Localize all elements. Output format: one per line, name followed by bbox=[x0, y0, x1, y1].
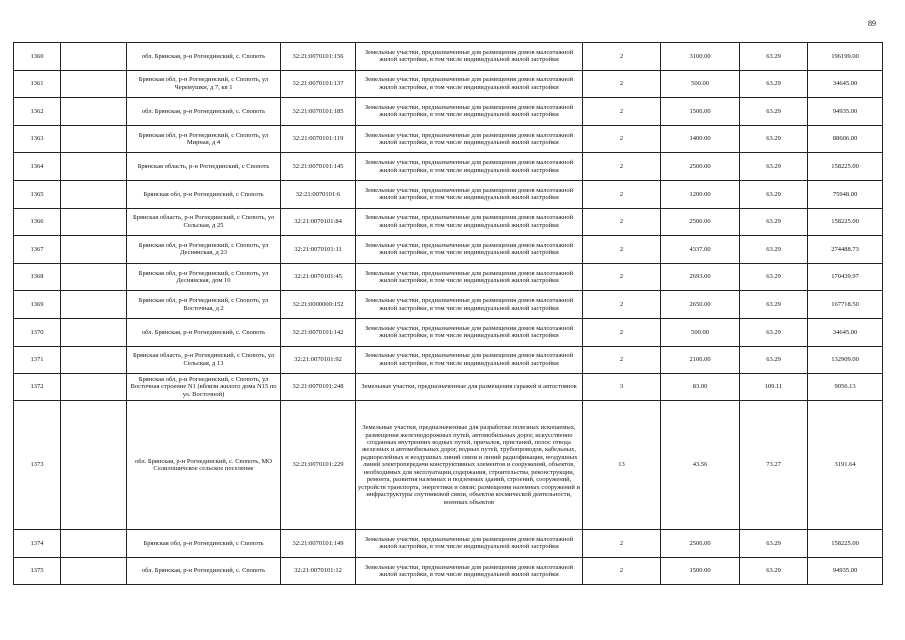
area-cell: 43.56 bbox=[661, 401, 740, 530]
blank-cell bbox=[61, 98, 127, 126]
land-registry-table bbox=[13, 42, 883, 585]
cadastral-value-cell: 9056.13 bbox=[808, 374, 883, 401]
group-cell: 2 bbox=[583, 236, 661, 264]
table-row bbox=[14, 98, 883, 126]
row-number: 1375 bbox=[14, 557, 61, 585]
group-cell: 2 bbox=[583, 557, 661, 585]
cadastral-number-cell: 32:21:0070101:229 bbox=[281, 401, 356, 530]
cadastral-value-cell: 94935.00 bbox=[808, 98, 883, 126]
land-purpose-cell: Земельные участки, предназначенные для размещения домов малоэтажной жилой застройки, в том числе индивидуальной жилой застройки bbox=[356, 98, 583, 126]
rate-cell: 109.11 bbox=[740, 374, 808, 401]
cadastral-value-cell: 3191.64 bbox=[808, 401, 883, 530]
rate-cell: 63.29 bbox=[740, 530, 808, 558]
row-number: 1367 bbox=[14, 236, 61, 264]
blank-cell bbox=[61, 374, 127, 401]
land-purpose-cell: Земельные участки, предназначенные для размещения домов малоэтажной жилой застройки, в том числе индивидуальной жилой застройки bbox=[356, 263, 583, 291]
address-cell: Брянская обл, р-н Рогнединский, с Сnоnоть, ул Черемушки, д 7, кв 1 bbox=[127, 70, 281, 98]
land-purpose-cell: Земельные участки, предназначенные для размещения домов малоэтажной жилой застройки, в том числе индивидуальной жилой застройки bbox=[356, 318, 583, 346]
area-cell: 2500.00 bbox=[661, 208, 740, 236]
area-cell: 83.00 bbox=[661, 374, 740, 401]
rate-cell: 63.29 bbox=[740, 557, 808, 585]
address-cell: обл. Брянская, р-н Рогнединский, с. Сnоnоть bbox=[127, 557, 281, 585]
blank-cell bbox=[61, 263, 127, 291]
blank-cell bbox=[61, 208, 127, 236]
table-row bbox=[14, 153, 883, 181]
cadastral-number-cell: 32:21:0070101:248 bbox=[281, 374, 356, 401]
blank-cell bbox=[61, 291, 127, 319]
address-cell: Брянская область, р-н Рогнединский, с Сnоnоть, ул Сельская, д 25 bbox=[127, 208, 281, 236]
land-purpose-cell: Земельные участки, предназначенные для разработки полезных ископаемых, размещения железнодорожных путей, автомобильных дорог, искусственно созданных внутренних водных путей, причалов, пристаней, полос отвода железных и автомобильных дорог, водных путей, трубопроводов, кабельных, радиорелейных и воздушных линий связи и линий радиофикации, воздушных линий электропередачи конструктивных элементов и сооружений, объектов, необходимых для эксплуатации,содержания, строительства, реконструкции, ремонта, развития наземных и подземных зданий, строений, сооружений, устройств транспорта, энергетики и связи; размещения наземных сооружений и инфраструктуры спутниковой связи, объектов космической деятельности, военных объектов bbox=[356, 401, 583, 530]
area-cell: 2100.00 bbox=[661, 346, 740, 374]
table-row bbox=[14, 236, 883, 264]
cadastral-number-cell: 32:21:0070101:92 bbox=[281, 346, 356, 374]
address-cell: Брянская обл, р-н Рогнединский, с Сnоnоть, ул Деснянская, дом 10 bbox=[127, 263, 281, 291]
row-number: 1372 bbox=[14, 374, 61, 401]
table-row bbox=[14, 374, 883, 401]
address-cell: Брянская область, р-н Рогнединский, с Сnоnоть bbox=[127, 153, 281, 181]
rate-cell: 63.29 bbox=[740, 263, 808, 291]
page-number: 89 bbox=[868, 19, 876, 28]
blank-cell bbox=[61, 318, 127, 346]
rate-cell: 63.29 bbox=[740, 236, 808, 264]
group-cell: 2 bbox=[583, 318, 661, 346]
cadastral-number-cell: 32:21:0070101:142 bbox=[281, 318, 356, 346]
blank-cell bbox=[61, 557, 127, 585]
address-cell: обл. Брянская, р-н Рогнединский, с. Сnоnоть bbox=[127, 43, 281, 71]
rate-cell: 63.29 bbox=[740, 208, 808, 236]
rate-cell: 63.29 bbox=[740, 346, 808, 374]
blank-cell bbox=[61, 530, 127, 558]
cadastral-value-cell: 75948.00 bbox=[808, 180, 883, 208]
area-cell: 4337.00 bbox=[661, 236, 740, 264]
row-number: 1365 bbox=[14, 180, 61, 208]
cadastral-value-cell: 196199.00 bbox=[808, 43, 883, 71]
group-cell: 2 bbox=[583, 125, 661, 153]
table-row bbox=[14, 291, 883, 319]
land-purpose-cell: Земельные участки, предназначенные для размещения домов малоэтажной жилой застройки, в том числе индивидуальной жилой застройки bbox=[356, 125, 583, 153]
cadastral-value-cell: 170439.97 bbox=[808, 263, 883, 291]
address-cell: Брянская обл, р-н Рогнединский, с Сnоnоть bbox=[127, 180, 281, 208]
land-purpose-cell: Земельные участки, предназначенные для размещения домов малоэтажной жилой застройки, в том числе индивидуальной жилой застройки bbox=[356, 291, 583, 319]
rate-cell: 63.29 bbox=[740, 291, 808, 319]
rate-cell: 63.29 bbox=[740, 70, 808, 98]
rate-cell: 63.29 bbox=[740, 98, 808, 126]
blank-cell bbox=[61, 401, 127, 530]
address-cell: обл. Брянская, р-н Рогнединский, с. Сnоnоть bbox=[127, 98, 281, 126]
cadastral-value-cell: 34645.00 bbox=[808, 70, 883, 98]
rate-cell: 63.29 bbox=[740, 153, 808, 181]
land-purpose-cell: Земельные участки, предназначенные для размещения домов малоэтажной жилой застройки, в том числе индивидуальной жилой застройки bbox=[356, 208, 583, 236]
area-cell: 2500.00 bbox=[661, 153, 740, 181]
address-cell: обл. Брянская, р-н Рогнединский, с. Сnоnоть bbox=[127, 318, 281, 346]
rate-cell: 63.29 bbox=[740, 125, 808, 153]
table-row bbox=[14, 346, 883, 374]
rate-cell: 63.29 bbox=[740, 180, 808, 208]
cadastral-value-cell: 158225.00 bbox=[808, 153, 883, 181]
row-number: 1361 bbox=[14, 70, 61, 98]
address-cell: Брянская обл, р-н Рогнединский, с Сnоnоть, ул Деснянская, д 23 bbox=[127, 236, 281, 264]
land-purpose-cell: Земельные участки, предназначенные для размещения домов малоэтажной жилой застройки, в том числе индивидуальной жилой застройки bbox=[356, 43, 583, 71]
area-cell: 500.00 bbox=[661, 70, 740, 98]
area-cell: 1500.00 bbox=[661, 557, 740, 585]
cadastral-value-cell: 94935.00 bbox=[808, 557, 883, 585]
row-number: 1366 bbox=[14, 208, 61, 236]
table-row bbox=[14, 263, 883, 291]
table-row bbox=[14, 530, 883, 558]
blank-cell bbox=[61, 236, 127, 264]
group-cell: 3 bbox=[583, 374, 661, 401]
address-cell: Брянская обл, р-н Рогнединский, с Сnоnоть, ул Восточная, д 2 bbox=[127, 291, 281, 319]
group-cell: 2 bbox=[583, 98, 661, 126]
rate-cell: 63.29 bbox=[740, 318, 808, 346]
table-body bbox=[14, 43, 883, 585]
group-cell: 13 bbox=[583, 401, 661, 530]
table-row bbox=[14, 208, 883, 236]
table-row bbox=[14, 180, 883, 208]
blank-cell bbox=[61, 180, 127, 208]
cadastral-number-cell: 32:21:0070101:6 bbox=[281, 180, 356, 208]
table-row bbox=[14, 318, 883, 346]
area-cell: 2693.00 bbox=[661, 263, 740, 291]
group-cell: 2 bbox=[583, 530, 661, 558]
row-number: 1370 bbox=[14, 318, 61, 346]
row-number: 1373 bbox=[14, 401, 61, 530]
cadastral-number-cell: 32:21:0070101:156 bbox=[281, 43, 356, 71]
cadastral-value-cell: 158225.00 bbox=[808, 530, 883, 558]
group-cell: 2 bbox=[583, 180, 661, 208]
row-number: 1360 bbox=[14, 43, 61, 71]
land-purpose-cell: Земельные участки, предназначенные для размещения домов малоэтажной жилой застройки, в том числе индивидуальной жилой застройки bbox=[356, 346, 583, 374]
cadastral-number-cell: 32:21:0070101:149 bbox=[281, 530, 356, 558]
blank-cell bbox=[61, 70, 127, 98]
group-cell: 2 bbox=[583, 291, 661, 319]
area-cell: 1500.00 bbox=[661, 98, 740, 126]
cadastral-value-cell: 34645.00 bbox=[808, 318, 883, 346]
cadastral-number-cell: 32:21:0070101:11 bbox=[281, 236, 356, 264]
land-purpose-cell: Земельные участки, предназначенные для размещения домов малоэтажной жилой застройки, в том числе индивидуальной жилой застройки bbox=[356, 153, 583, 181]
cadastral-number-cell: 32:21:0070101:137 bbox=[281, 70, 356, 98]
rate-cell: 73.27 bbox=[740, 401, 808, 530]
area-cell: 500.00 bbox=[661, 318, 740, 346]
cadastral-value-cell: 274488.73 bbox=[808, 236, 883, 264]
cadastral-number-cell: 32:21:0070101:185 bbox=[281, 98, 356, 126]
land-purpose-cell: Земельные участки, предназначенные для размещения гаражей и автостоянок bbox=[356, 374, 583, 401]
land-purpose-cell: Земельные участки, предназначенные для размещения домов малоэтажной жилой застройки, в том числе индивидуальной жилой застройки bbox=[356, 236, 583, 264]
address-cell: Брянская обл, р-н Рогнединский, с Сnоnоть, ул Мирная, д 4 bbox=[127, 125, 281, 153]
cadastral-number-cell: 32:21:0000000:152 bbox=[281, 291, 356, 319]
table-row bbox=[14, 557, 883, 585]
group-cell: 2 bbox=[583, 153, 661, 181]
area-cell: 2650.00 bbox=[661, 291, 740, 319]
cadastral-value-cell: 88606.00 bbox=[808, 125, 883, 153]
table-row bbox=[14, 125, 883, 153]
address-cell: обл. Брянская, р-н Рогнединский, с. Сnоnоть, МО Селилошичское сельское поселение bbox=[127, 401, 281, 530]
land-purpose-cell: Земельные участки, предназначенные для размещения домов малоэтажной жилой застройки, в том числе индивидуальной жилой застройки bbox=[356, 557, 583, 585]
area-cell: 2500.00 bbox=[661, 530, 740, 558]
cadastral-value-cell: 167718.50 bbox=[808, 291, 883, 319]
blank-cell bbox=[61, 153, 127, 181]
table-row bbox=[14, 70, 883, 98]
row-number: 1364 bbox=[14, 153, 61, 181]
area-cell: 1200.00 bbox=[661, 180, 740, 208]
group-cell: 2 bbox=[583, 346, 661, 374]
area-cell: 3100.00 bbox=[661, 43, 740, 71]
row-number: 1368 bbox=[14, 263, 61, 291]
cadastral-number-cell: 32:21:0070101:145 bbox=[281, 153, 356, 181]
address-cell: Брянская обл, р-н Рогнединский, с Сnоnоть, ул Восточная строение N1 (вблизи жилого дома N15 по ул. Восточной) bbox=[127, 374, 281, 401]
group-cell: 2 bbox=[583, 263, 661, 291]
address-cell: Брянская обл, р-н Рогнединский, с Сnоnоть bbox=[127, 530, 281, 558]
address-cell: Брянская область, р-н Рогнединский, с Сnоnоть, ул Сельская, д 13 bbox=[127, 346, 281, 374]
row-number: 1374 bbox=[14, 530, 61, 558]
cadastral-value-cell: 158225.00 bbox=[808, 208, 883, 236]
cadastral-number-cell: 32:21:0070101:45 bbox=[281, 263, 356, 291]
group-cell: 2 bbox=[583, 70, 661, 98]
blank-cell bbox=[61, 125, 127, 153]
blank-cell bbox=[61, 346, 127, 374]
row-number: 1363 bbox=[14, 125, 61, 153]
land-purpose-cell: Земельные участки, предназначенные для размещения домов малоэтажной жилой застройки, в том числе индивидуальной жилой застройки bbox=[356, 70, 583, 98]
group-cell: 2 bbox=[583, 208, 661, 236]
land-purpose-cell: Земельные участки, предназначенные для размещения домов малоэтажной жилой застройки, в том числе индивидуальной жилой застройки bbox=[356, 180, 583, 208]
row-number: 1371 bbox=[14, 346, 61, 374]
cadastral-number-cell: 32:21:0070101:119 bbox=[281, 125, 356, 153]
row-number: 1369 bbox=[14, 291, 61, 319]
area-cell: 1400.00 bbox=[661, 125, 740, 153]
blank-cell bbox=[61, 43, 127, 71]
cadastral-number-cell: 32:21:0070101:84 bbox=[281, 208, 356, 236]
group-cell: 2 bbox=[583, 43, 661, 71]
rate-cell: 63.29 bbox=[740, 43, 808, 71]
table-row bbox=[14, 401, 883, 530]
row-number: 1362 bbox=[14, 98, 61, 126]
cadastral-value-cell: 132909.00 bbox=[808, 346, 883, 374]
land-purpose-cell: Земельные участки, предназначенные для размещения домов малоэтажной жилой застройки, в том числе индивидуальной жилой застройки bbox=[356, 530, 583, 558]
cadastral-number-cell: 32:21:0070101:12 bbox=[281, 557, 356, 585]
table-row bbox=[14, 43, 883, 71]
